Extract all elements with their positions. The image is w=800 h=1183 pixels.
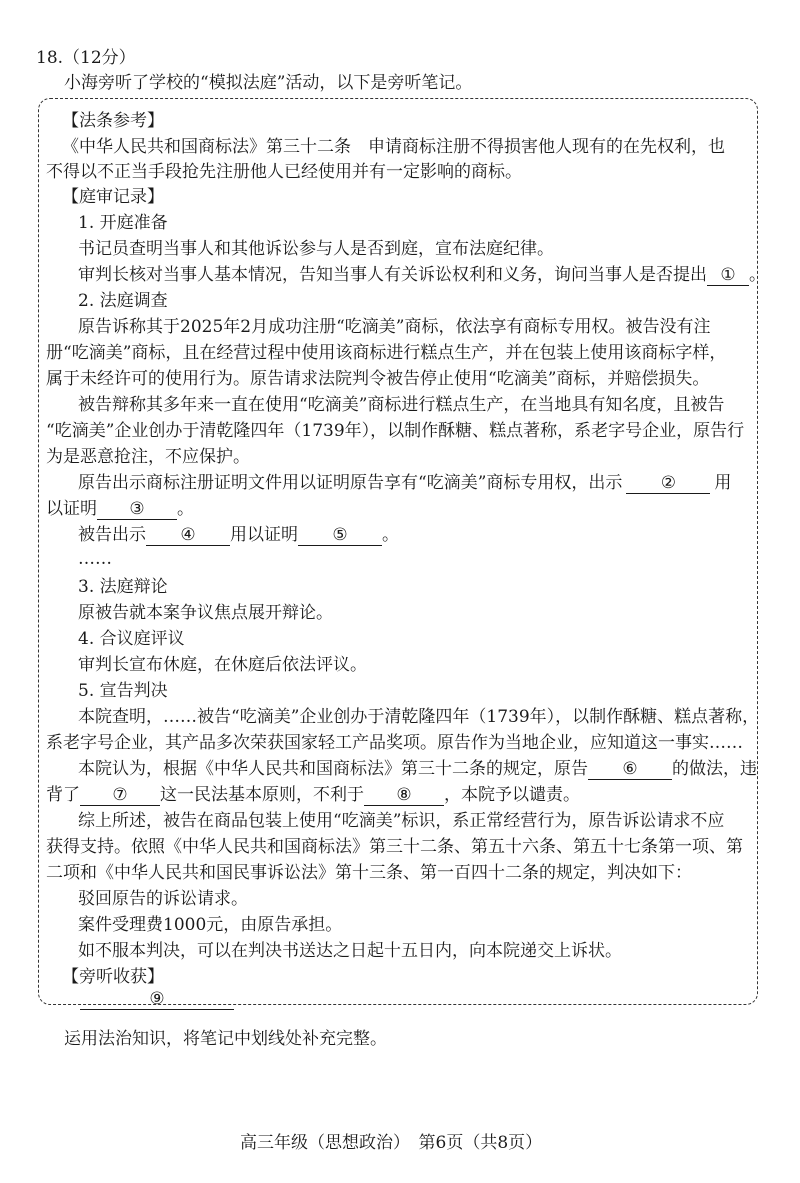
section-1-title: 1. 开庭准备	[78, 213, 168, 233]
judgment-fee: 案件受理费1000元，由原告承担。	[78, 915, 343, 935]
trial-heading: 【庭审记录】	[62, 187, 164, 207]
blank-6[interactable]: ⑥	[588, 759, 672, 780]
plaintiff-evidence-line-1: 原告出示商标注册证明文件用以证明原告享有“吃滴美”商标专用权，出示 ② 用	[78, 473, 732, 493]
defendant-evidence-line: 被告出示 ④ 用以证明 ⑤ 。	[78, 525, 399, 545]
law-text-line-1: 《中华人民共和国商标法》第三十二条 申请商标注册不得损害他人现有的在先权利，也	[62, 137, 725, 157]
blank-7[interactable]: ⑦	[80, 785, 160, 806]
court-finding-line-2: 系老字号企业，其产品多次荣获国家轻工产品奖项。原告作为当地企业，应知道这一事实……	[46, 733, 743, 753]
page-footer: 高三年级（思想政治） 第6页（共8页）	[240, 1133, 543, 1153]
defendant-argument-line-1: 被告辩称其多年来一直在使用“吃滴美”商标进行糕点生产，在当地具有知名度，且被告	[78, 395, 725, 415]
court-finding-line-1: 本院查明，……被告“吃滴美”企业创办于清乾隆四年（1739年），以制作酥糖、糕点著称，	[78, 707, 760, 727]
law-heading: 【法条参考】	[62, 111, 164, 131]
instruction: 运用法治知识，将笔记中划线处补充完整。	[64, 1029, 387, 1049]
plaintiff-claim-line-3: 属于未经许可的使用行为。原告请求法院判令被告停止使用“吃滴美”商标，并赔偿损失。	[46, 369, 710, 389]
judgment-summary-line-1: 综上所述，被告在商品包装上使用“吃滴美”标识，系正常经营行为，原告诉讼请求不应	[78, 811, 725, 831]
defendant-argument-line-2: “吃滴美”企业创办于清乾隆四年（1739年），以制作酥糖、糕点著称，系老字号企业，原告行	[46, 421, 745, 441]
question-header	[36, 43, 136, 68]
blank-8[interactable]: ⑧	[364, 785, 444, 806]
section-4-paragraph: 审判长宣布休庭，在休庭后依法评议。	[78, 655, 367, 675]
blank-3[interactable]: ③	[97, 499, 177, 520]
judgment-summary-line-3: 二项和《中华人民共和国民事诉讼法》第十三条、第一百四十二条的规定，判决如下：	[46, 863, 692, 883]
question-intro: 小海旁听了学校的“模拟法庭”活动，以下是旁听笔记。	[64, 73, 473, 93]
judgment-summary-line-2: 获得支持。依照《中华人民共和国商标法》第三十二条、第五十六条、第五十七条第一项、第	[46, 837, 743, 857]
court-opinion-line-2: 背了 ⑦ 这一民法基本原则，不利于 ⑧ ，本院予以谴责。	[46, 785, 580, 805]
law-text-line-2: 不得以不正当手段抢先注册他人已经使用并有一定影响的商标。	[46, 162, 522, 182]
question-score: （12分）	[63, 48, 136, 68]
blank-1[interactable]: ①	[707, 265, 749, 286]
section-1-paragraph-2: 审判长核对当事人基本情况，告知当事人有关诉讼权利和义务，询问当事人是否提出 ① 。	[78, 265, 766, 285]
section-3-paragraph: 原被告就本案争议焦点展开辩论。	[78, 603, 333, 623]
plaintiff-evidence-line-2: 以证明 ③ 。	[46, 499, 194, 519]
section-4-title: 4. 合议庭评议	[78, 629, 185, 649]
plaintiff-claim-line-2: 册“吃滴美”商标，且在经营过程中使用该商标进行糕点生产，并在包装上使用该商标字样，	[46, 343, 727, 363]
blank-2[interactable]: ②	[626, 473, 710, 494]
section-2-title: 2. 法庭调查	[78, 291, 168, 311]
gain-heading: 【旁听收获】	[62, 967, 164, 987]
blank-4[interactable]: ④	[146, 525, 230, 546]
judgment-dismissal: 驳回原告的诉讼请求。	[78, 889, 248, 909]
plaintiff-claim-line-1: 原告诉称其于2025年2月成功注册“吃滴美”商标，依法享有商标专用权。被告没有注	[78, 317, 711, 337]
judgment-appeal: 如不服本判决，可以在判决书送达之日起十五日内，向本院递交上诉状。	[78, 941, 622, 961]
blank-9[interactable]: ⑨	[80, 989, 234, 1010]
ellipsis: ……	[78, 549, 112, 569]
court-opinion-line-1: 本院认为，根据《中华人民共和国商标法》第三十二条的规定，原告 ⑥ 的做法，违	[78, 759, 757, 779]
question-number: 18.	[36, 48, 64, 68]
gain-blank-line	[80, 988, 234, 1010]
blank-5[interactable]: ⑤	[298, 525, 382, 546]
section-5-title: 5. 宣告判决	[78, 681, 168, 701]
defendant-argument-line-3: 为是恶意抢注，不应保护。	[46, 447, 250, 467]
section-3-title: 3. 法庭辩论	[78, 577, 168, 597]
section-1-paragraph-1: 书记员查明当事人和其他诉讼参与人是否到庭，宣布法庭纪律。	[78, 239, 554, 259]
